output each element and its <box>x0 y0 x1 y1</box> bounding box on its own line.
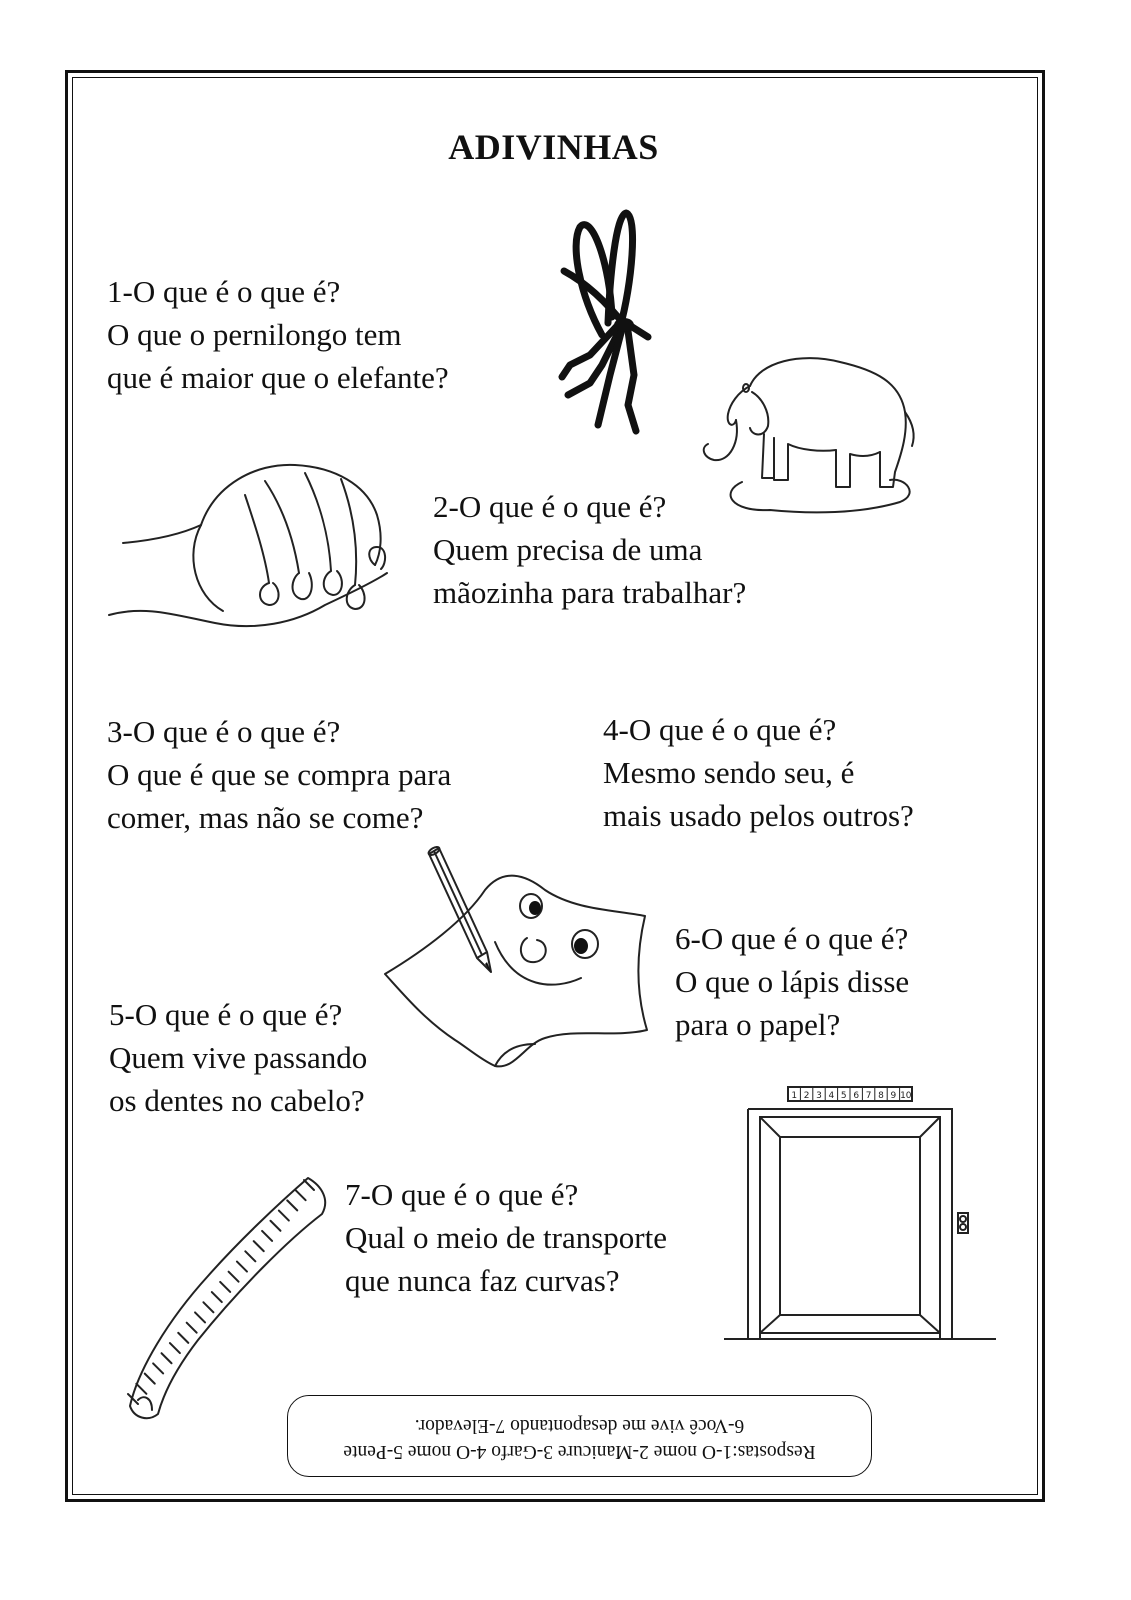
answers-line-2: 6-Você vive me desapontando 7-Elevador. <box>414 1415 745 1436</box>
riddle-line: Mesmo sendo seu, é <box>603 755 855 790</box>
riddle-line: os dentes no cabelo? <box>109 1083 365 1118</box>
riddle-line: O que o lápis disse <box>675 964 910 999</box>
riddle-3 <box>107 710 451 839</box>
comb-tooth <box>279 1211 289 1221</box>
comb-tooth <box>187 1323 197 1333</box>
comb-tooth <box>287 1200 297 1210</box>
floor-number: 10 <box>900 1091 912 1101</box>
riddle-line: O que é que se compra para <box>107 757 452 792</box>
riddle-line: que nunca faz curvas? <box>345 1263 620 1298</box>
riddle-line: 7-O que é o que é? <box>345 1177 579 1212</box>
floor-number: 2 <box>803 1091 810 1101</box>
riddle-line: 6-O que é o que é? <box>675 921 909 956</box>
comb-tooth <box>195 1312 205 1322</box>
riddle-1 <box>107 270 449 399</box>
floor-number: 7 <box>865 1091 872 1101</box>
riddle-line: Quem precisa de uma <box>433 532 703 567</box>
riddle-line: 4-O que é o que é? <box>603 712 837 747</box>
riddle-4 <box>603 708 914 837</box>
comb-tooth <box>237 1262 247 1272</box>
comb-tooth <box>262 1231 272 1241</box>
comb-icon <box>108 1170 333 1425</box>
riddle-line: 2-O que é o que é? <box>433 489 667 524</box>
answers-box <box>287 1395 872 1477</box>
comb-tooth <box>220 1282 230 1292</box>
comb-tooth <box>229 1272 239 1282</box>
comb-tooth <box>212 1292 222 1302</box>
riddle-line: 1-O que é o que é? <box>107 274 341 309</box>
riddle-5 <box>109 993 367 1122</box>
floor-number: 5 <box>840 1091 847 1101</box>
riddle-line: que é maior que o elefante? <box>107 360 449 395</box>
comb-tooth <box>178 1333 188 1343</box>
comb-tooth <box>270 1221 280 1231</box>
elevator-icon <box>720 1083 1000 1348</box>
comb-tooth <box>203 1302 213 1312</box>
floor-number: 9 <box>890 1091 897 1101</box>
hand-icon <box>105 455 400 635</box>
riddle-line: 5-O que é o que é? <box>109 997 343 1032</box>
comb-tooth <box>296 1190 306 1200</box>
comb-tooth <box>136 1384 146 1394</box>
comb-tooth <box>254 1241 264 1251</box>
riddle-line: Quem vive passando <box>109 1040 368 1075</box>
comb-tooth <box>245 1251 255 1261</box>
floor-number: 6 <box>853 1091 860 1101</box>
mosquito-icon <box>550 205 670 435</box>
floor-number: 8 <box>878 1091 884 1101</box>
riddle-7 <box>345 1173 667 1302</box>
comb-tooth <box>153 1363 163 1373</box>
elephant-icon <box>690 342 930 522</box>
comb-tooth <box>162 1353 172 1363</box>
floor-number: 1 <box>791 1091 798 1101</box>
answers-line-1: Respostas:1-O nome 2-Manicure 3-Garfo 4-O nome 5-Pente <box>343 1441 816 1462</box>
riddle-line: mais usado pelos outros? <box>603 798 914 833</box>
riddle-6 <box>675 917 909 1046</box>
comb-tooth <box>145 1374 155 1384</box>
riddle-line: para o papel? <box>675 1007 841 1042</box>
page-title: ADIVINHAS <box>448 127 659 167</box>
riddle-line: mãozinha para trabalhar? <box>433 575 747 610</box>
comb-tooth <box>170 1343 180 1353</box>
floor-number: 3 <box>816 1091 822 1101</box>
floor-number: 4 <box>828 1091 835 1101</box>
riddle-line: O que o pernilongo tem <box>107 317 402 352</box>
paper-icon <box>385 860 665 1080</box>
riddle-line: Qual o meio de transporte <box>345 1220 667 1255</box>
riddle-line: 3-O que é o que é? <box>107 714 341 749</box>
riddle-line: comer, mas não se come? <box>107 800 424 835</box>
